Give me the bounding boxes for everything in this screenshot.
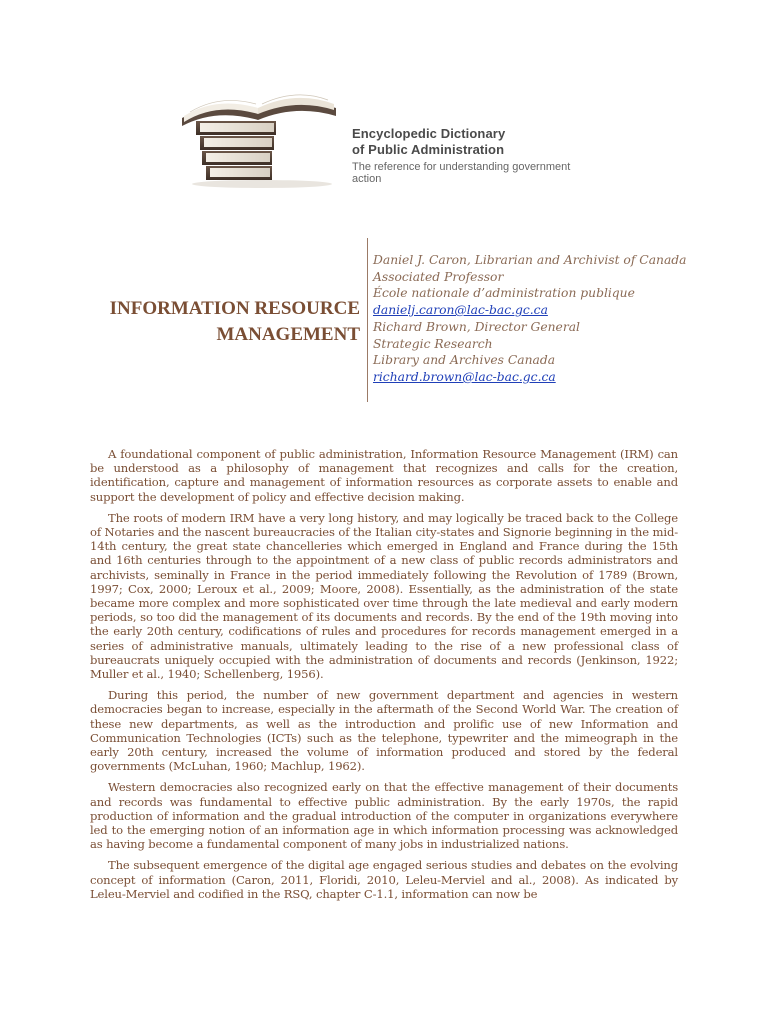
author2-name: Richard Brown, Director General [373,319,580,334]
author1-role: Associated Professor [373,269,504,284]
author1-org: École nationale d’administration publique [373,286,635,301]
title-line1: INFORMATION RESOURCE [109,298,360,319]
logo-title-line2: of Public Administration [352,142,505,157]
author1-name: Daniel J. Caron, Librarian and Archivist of Canada [373,253,687,267]
author2-email-link[interactable]: richard.brown@lac-bac.gc.ca [373,369,556,384]
author-block [373,252,693,386]
logo-tagline: The reference for understanding government action [352,161,571,185]
logo-text-block [352,126,596,185]
article-title [90,296,360,348]
books-logo-image [176,78,348,190]
paragraph-3: During this period, the number of new government department and agencies in western democracies began to increase, especially in the aftermath of the Second World War. The creation of these new departments, as well as the introduction and prolific use of new Information and Communication Technologies (ICTs) such as the telephone, typewriter and the mimeograph in the early 20th century, increased the volume of information produced and stored by the federal governments (McLuhan, 1960; Machlup, 1962). [90,688,678,774]
author2-role: Strategic Research [373,336,493,351]
logo-title-line1: Encyclopedic Dictionary [352,126,506,141]
article-body [90,447,678,908]
paragraph-2: The roots of modern IRM have a very long history, and may logically be traced back to the College of Notaries and the nascent bureaucracies of the Italian city-states and Signorie beginning in the mid-14th century, the great state chancelleries which emerged in England and France during the 15th and 16th centuries through to the appointment of a new class of public records administrators and archivists, seminally in France in the period immediately following the Revolution of 1789 (Brown, 1997; Cox, 2000; Leroux et al., 2009; Moore, 2008). Essentially, as the administration of the state became more complex and more sophisticated over time through the late medieval and early modern periods, so too did the management of its documents and records. By the end of the 19th moving into the early 20th century, codifications of rules and procedures for records management emerged in a series of administrative manuals, ultimately leading to the rise of a new professional class of bureaucrats uniquely occupied with the administration of documents and records (Jenkinson, 1922; Muller et al., 1940; Schellenberg, 1956). [90,510,678,682]
header-logo [176,78,596,190]
author2-org: Library and Archives Canada [373,353,556,368]
paragraph-1: A foundational component of public administration, Information Resource Management (IRM) can be understood as a philosophy of management that recognizes and calls for the creation, identification, capture and management of information resources as corporate assets to enable and support the development of policy and effective decision making. [90,447,678,504]
paragraph-5: The subsequent emergence of the digital age engaged serious studies and debates on the evolving concept of information (Caron, 2011, Floridi, 2010, Leleu-Merviel and al., 2008). As indicated by Leleu-Merviel and codified in the RSQ, chapter C-1.1, information can now be [90,858,678,901]
paragraph-4: Western democracies also recognized early on that the effective management of their documents and records was fundamental to effective public administration. By the early 1970s, the rapid production of information and the gradual introduction of the computer in organizations everywhere led to the emerging notion of an information age in which information processing was acknowledged as having become a fundamental component of many jobs in industrialized nations. [90,780,678,852]
author1-email-link[interactable]: danielj.caron@lac-bac.gc.ca [373,303,548,318]
title-line2: MANAGEMENT [216,324,360,345]
title-divider [367,238,368,402]
